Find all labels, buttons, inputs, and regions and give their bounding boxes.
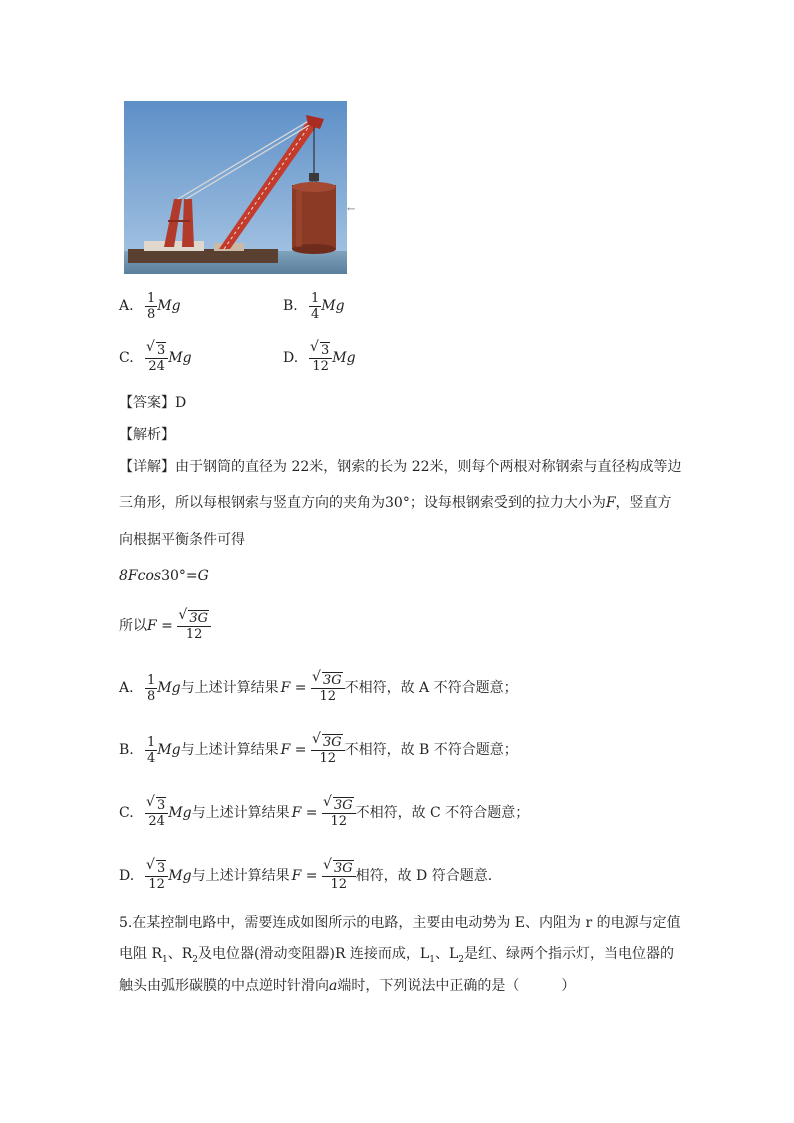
- q5-line-2: [119, 944, 674, 970]
- numerator: 1: [147, 734, 156, 750]
- fraction: [145, 797, 168, 829]
- denominator: 8: [147, 688, 156, 704]
- check-b: [119, 730, 518, 770]
- detail-text: 由于钢筒的直径为 22米，钢索的长为 22米，则每个两根对称钢索与直径构成等边: [175, 459, 682, 475]
- fraction: [309, 291, 321, 322]
- option-d: [283, 338, 356, 378]
- check-d: [119, 856, 492, 896]
- denominator: 12: [319, 751, 337, 766]
- crane-illustration: [124, 101, 347, 274]
- subscript: 1: [429, 954, 435, 965]
- check-verdict: 相符，故 D 符合题意.: [355, 868, 493, 884]
- check-tail: Mg: [168, 805, 192, 821]
- denominator: 12: [185, 627, 203, 642]
- option-c: [119, 338, 192, 378]
- equals-sign: =: [290, 742, 311, 758]
- terminal-a: a: [329, 978, 338, 994]
- option-label: A.: [119, 298, 134, 314]
- subscript: 1: [162, 954, 168, 965]
- fraction: [311, 672, 345, 704]
- denominator: 8: [147, 306, 156, 322]
- angle-value: 30°: [385, 495, 410, 511]
- answer-line: [119, 393, 186, 413]
- fraction: [322, 797, 356, 829]
- equals-sign: =: [156, 618, 178, 634]
- q5-line-3: [119, 976, 575, 996]
- answer-value: D: [175, 395, 187, 411]
- check-label: B.: [119, 742, 134, 758]
- option-tail: Mg: [321, 298, 345, 314]
- fraction: [145, 673, 157, 704]
- subscript: 2: [458, 954, 464, 965]
- analysis-tag: 【解析】: [119, 427, 175, 443]
- check-verdict: 不相符，故 C 不符合题意；: [355, 805, 530, 821]
- radicand: 3: [157, 343, 166, 358]
- denominator: 12: [330, 814, 348, 829]
- equals-sign: =: [301, 805, 322, 821]
- fraction: [145, 342, 168, 374]
- detail-text: ，竖直方: [615, 495, 672, 511]
- denominator: 4: [311, 306, 320, 322]
- equation-angle: 30°: [161, 568, 186, 584]
- check-mid: 与上述计算结果: [180, 680, 279, 696]
- check-a: [119, 668, 518, 708]
- option-label: D.: [283, 350, 299, 366]
- fraction: [145, 735, 157, 766]
- check-label: C.: [119, 805, 134, 821]
- detail-line-3: 向根据平衡条件可得: [119, 532, 245, 548]
- radicand: 3: [321, 343, 330, 358]
- check-verdict: 不相符，故 B 不符合题意；: [344, 742, 518, 758]
- q5-text: 端时，下列说法中正确的是（ ）: [337, 978, 576, 994]
- denominator: 12: [330, 877, 348, 892]
- check-mid: 与上述计算结果: [180, 742, 279, 758]
- detail-line-2: [119, 493, 672, 513]
- radicand: 3: [157, 798, 166, 813]
- denominator: 4: [147, 750, 156, 766]
- fraction: [322, 860, 356, 892]
- result-line: [119, 606, 211, 646]
- check-c: [119, 793, 529, 833]
- radicand: 3G: [322, 673, 342, 688]
- fraction: [145, 291, 157, 322]
- fraction: [311, 734, 345, 766]
- force-symbol: F: [291, 805, 302, 821]
- radicand: 3G: [189, 611, 209, 626]
- numerator: 1: [147, 290, 156, 306]
- answer-tag: 【答案】: [119, 395, 175, 411]
- check-tail: Mg: [168, 868, 192, 884]
- check-label: D.: [119, 868, 135, 884]
- q5-text: 及电位器(滑动变阻器)R 连接而成，L: [198, 946, 430, 962]
- q5-text: 触头由弧形碳膜的中点逆时针滑向: [119, 978, 329, 994]
- check-tail: Mg: [157, 680, 181, 696]
- option-tail: Mg: [157, 298, 181, 314]
- equals-sign: =: [301, 868, 322, 884]
- subscript: 2: [192, 954, 199, 965]
- option-a: [119, 286, 181, 326]
- check-mid: 与上述计算结果: [191, 868, 290, 884]
- check-label: A.: [119, 680, 134, 696]
- equation-lhs: 8Fcos: [119, 568, 162, 584]
- option-b: [283, 286, 345, 326]
- radicand: 3G: [322, 735, 342, 750]
- option-tail: Mg: [168, 350, 192, 366]
- q5-text: 、L: [434, 946, 459, 962]
- radicand: 3: [157, 861, 166, 876]
- option-label: C.: [119, 350, 134, 366]
- detail-text: 三角形，所以每根钢索与竖直方向的夹角为: [119, 495, 385, 511]
- equilibrium-equation: [119, 566, 209, 586]
- result-prefix: 所以: [119, 618, 147, 634]
- numerator: 1: [311, 290, 320, 306]
- radicand: 3G: [333, 861, 353, 876]
- force-symbol: F: [605, 495, 616, 511]
- numerator: 1: [147, 672, 156, 688]
- detail-line-1: [119, 457, 682, 477]
- radicand: 3G: [333, 798, 353, 813]
- q5-line-1: 5.在某控制电路中，需要连成如图所示的电路，主要由电动势为 E、内阻为 r 的电源与定值: [119, 915, 681, 931]
- force-symbol: F: [291, 868, 302, 884]
- denominator: 12: [148, 877, 165, 892]
- denominator: 12: [312, 359, 329, 374]
- q5-text: 电阻 R: [119, 946, 162, 962]
- anchor-mark: ←: [347, 204, 356, 215]
- fraction: [309, 342, 332, 374]
- equation-rhs: =G: [185, 568, 209, 584]
- option-tail: Mg: [332, 350, 356, 366]
- crane-photo: [124, 101, 347, 274]
- q5-text: 、R: [167, 946, 193, 962]
- detail-text: ；设每根钢索受到的拉力大小为: [409, 495, 606, 511]
- force-symbol: F: [147, 618, 157, 634]
- check-verdict: 不相符，故 A 不符合题意；: [344, 680, 518, 696]
- q5-text: 是红、绿两个指示灯，当电位器的: [464, 946, 674, 962]
- result-fraction: [177, 610, 211, 642]
- force-symbol: F: [280, 742, 291, 758]
- force-symbol: F: [280, 680, 291, 696]
- denominator: 24: [148, 359, 165, 374]
- denominator: 24: [148, 814, 165, 829]
- detail-tag: 【详解】: [119, 459, 175, 475]
- option-label: B.: [283, 298, 298, 314]
- check-tail: Mg: [157, 742, 181, 758]
- check-mid: 与上述计算结果: [191, 805, 290, 821]
- denominator: 12: [319, 689, 337, 704]
- fraction: [145, 860, 168, 892]
- equals-sign: =: [290, 680, 311, 696]
